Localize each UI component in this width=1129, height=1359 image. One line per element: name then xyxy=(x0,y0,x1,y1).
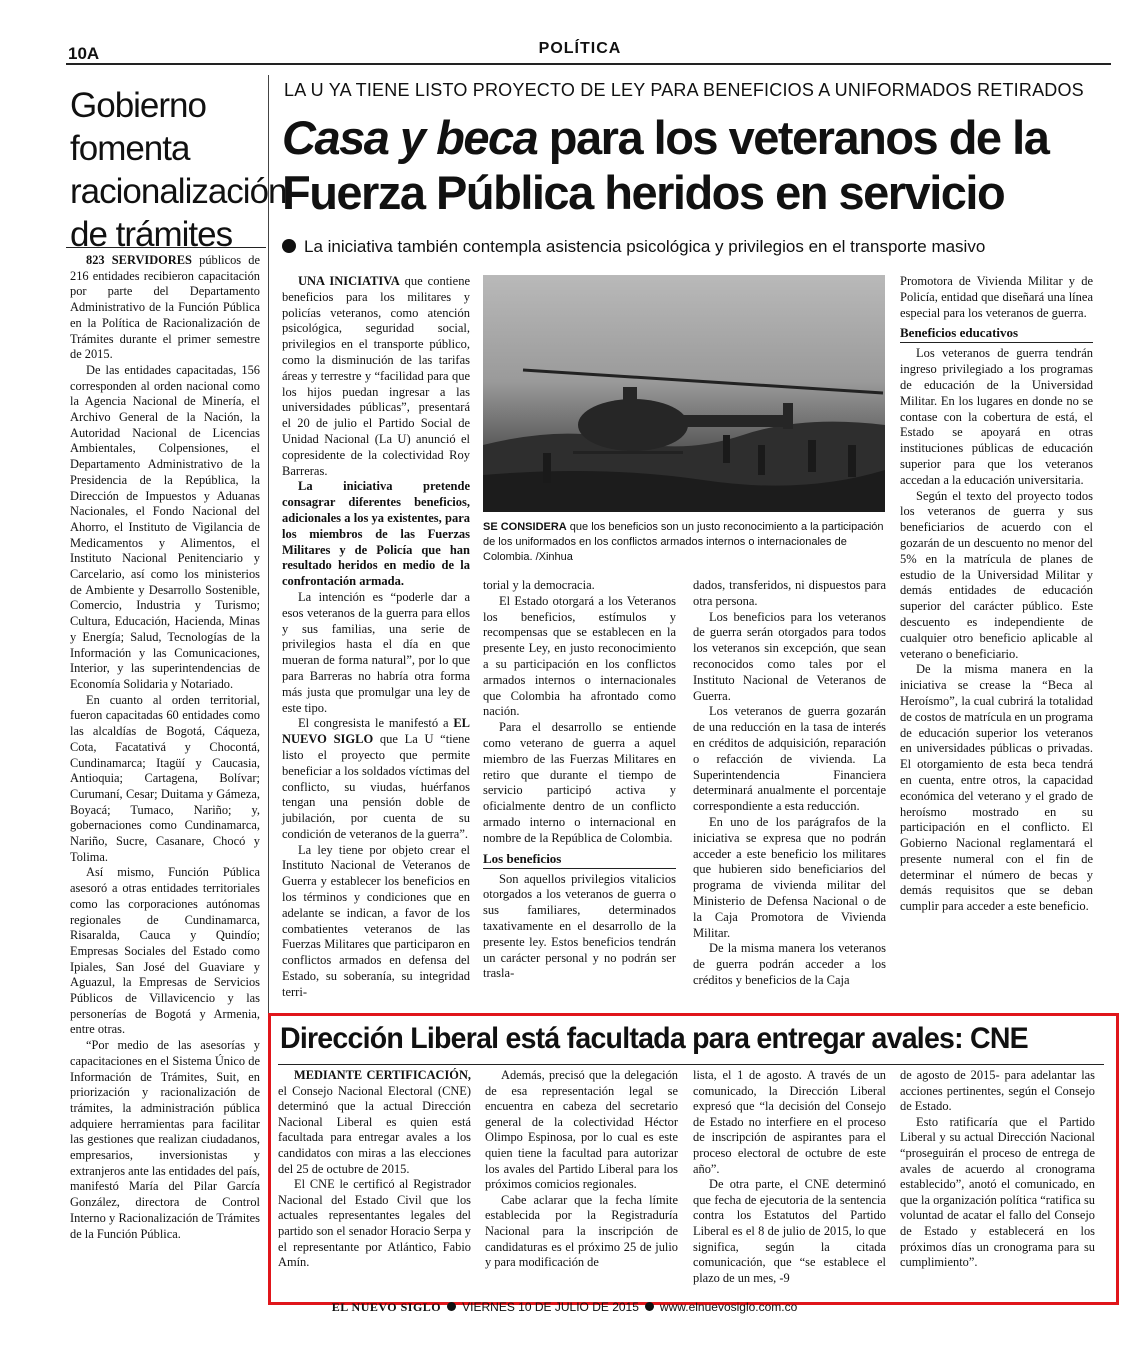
col4-p1: Los veteranos de guerra tendrán ingreso privilegiado a los programas de educación de la Universidad Militar. En los lugares en donde no se contase con la cobertura de está, el Estado se apoyará en otras instituciones públicas de educación superior para que los veteranos accedan a la educación universitaria. xyxy=(900,346,1093,487)
column-divider xyxy=(268,75,269,1013)
subhead-beneficios-educativos: Beneficios educativos xyxy=(900,325,1093,343)
sidebar-p3: En cuanto al orden territorial, fueron capacitadas 60 entidades como las alcaldías de Bogotá, Cáqueza, Cota, Facatativá y Chocontá, Cundinamarca; Itagüí y Caucasia, Antioquia; Cartagena, Bolívar; Curumaní, Cesar; Duitama y Gámeza, Boyacá; Tumaco, Nariño; y, gobernaciones como Cundinamarca, Nariño, Sucre, Casanare, Chocó y Tolima. xyxy=(70,692,260,864)
col1-p1: que contiene beneficios para los militares y policías veteranos, como atención psicológica, seguridad social, privilegios en el transporte público, como la disminución de las tarifas áreas y terrestre y “facilidad para que los hijos puedan ingresar a las universidades públicas”, presentará el 20 de julio el Partido Social de Unidad Nacional (La U) anunció el copresidente de la colectividad Roy Barreras. xyxy=(282,274,470,478)
cne-col-3 xyxy=(693,1068,886,1286)
bullet-icon xyxy=(282,239,296,253)
cne-c3-p1: De otra parte, el CNE determinó que fecha de ejecutoria de la sentencia contra los Estatutos del Partido Liberal es el 8 de julio de 2015, lo que significa, según la citada comunicación, que “se establece el plazo de un mes, -9 xyxy=(693,1177,886,1285)
main-kicker: LA U YA TIENE LISTO PROYECTO DE LEY PARA BENEFICIOS A UNIFORMADOS RETIRADOS xyxy=(284,80,1084,100)
page-number: 10A xyxy=(68,44,100,63)
section-label: POLÍTICA xyxy=(538,40,622,57)
sidebar-headline: Gobierno fomenta racionalización de trámites xyxy=(70,86,287,254)
cne-c2-p1: Además, precisó que la delegación de esa representación legal se encuentra en cabeza del secretario general de la colectividad Héctor Olimpo Espinosa, por lo cual es este quien tiene la facultad para autorizar los avales del Partido Liberal para los próximos comicios regionales. xyxy=(485,1068,678,1192)
main-headline xyxy=(282,110,1112,220)
cne-c2-p2: Cabe aclarar que la fecha límite establecida por la Registraduría Nacional para la inscripción de candidaturas es el próximo 25 de julio y para modificación de xyxy=(485,1192,678,1270)
col3-p3: En uno de los parágrafos de la iniciativa se expresa que no podrán acceder a este beneficio los militares que hubieren sido beneficiarios del programa de vivienda militar del Ministerio de Defensa Nacional o de la Caja Promotora de Vivienda Militar. xyxy=(693,814,886,940)
col3-p0: dados, transferidos, ni dispuestos para otra persona. xyxy=(693,578,886,608)
col2-p3: Son aquellos privilegios vitalicios otorgados a los veteranos de guerra o sus familiares, determinados taxativamente en el desarrollo de la presente ley. Estos beneficios tendrán un carácter personal y no podrán ser trasla- xyxy=(483,871,676,981)
cne-headline: Dirección Liberal está facultada para entregar avales: CNE xyxy=(280,1022,1028,1055)
headline-rest: para los veteranos de la Fuerza Pública heridos en servicio xyxy=(282,111,1049,219)
cne-c1-p1: el Consejo Nacional Electoral (CNE) determinó que la actual Dirección Nacional Liberal es quien está facultada para entregar avales a los candidatos con miras a las elecciones del 25 de octubre de 2015. xyxy=(278,1083,471,1176)
col3-p1: Los beneficios para los veteranos de guerra serán otorgados para todos los veteranos sin excepción, que sean reconocidos como tales por el Instituto Nacional de Veteranos de Guerra. xyxy=(693,609,886,703)
sidebar-p4: Así mismo, Función Pública asesoró a otras entidades territoriales como las corporaciones autónomas regionales de Cundinamarca, Risaralda, Cauca y Quindío; Empresas Sociales del Estado como Ipiales, San José del Guaviare y Aguazul, la Empresas de Servicios Públicos de Villavicencio y las personerías de Bogotá y Armenia, entre otras. xyxy=(70,865,260,1037)
cne-col-4 xyxy=(900,1068,1095,1271)
cne-col-1 xyxy=(278,1068,471,1271)
main-deck xyxy=(282,237,1112,257)
sidebar-p1: públicos de 216 entidades recibieron capacitación por parte del Departamento Administrativo de la Función Pública en la Política de Racionalización de Trámites durante el primer semestre de 2015. xyxy=(70,253,260,362)
sidebar-lead: 823 SERVIDORES xyxy=(86,253,192,267)
cne-c4-p1: Esto ratificaría que el Partido Liberal y su actual Dirección Nacional “proseguirán el proceso de entrega de avales de acuerdo al cronograma establecido”, anotó el comunicado, en que la organización política “ratifica su voluntad de acatar el fallo del Consejo de Estado y establecerá en los próximos días un cronograma para su cumplimiento”. xyxy=(900,1114,1095,1270)
page-footer xyxy=(0,1300,1129,1315)
cne-col-2 xyxy=(485,1068,678,1271)
cne-c3-p0: lista, el 1 de agosto. A través de un comunicado, la Dirección Liberal expresó que “la decisión del Consejo de Estado no interfiere en el proceso de inscripción de aspirantes para el proceso electoral de octubre de este año”. xyxy=(693,1068,886,1176)
main-col-4 xyxy=(900,274,1093,915)
main-col-3 xyxy=(693,578,886,989)
footer-date: VIERNES 10 DE JULIO DE 2015 xyxy=(462,1300,639,1314)
dot-icon xyxy=(447,1302,456,1311)
main-col-1 xyxy=(282,274,470,1001)
cne-c1-p2: El CNE le certificó al Registrador Nacional del Estado Civil que los actuales representantes legales del partido son el senador Horacio Serpa y el representante por Atlántico, Fabio Amín. xyxy=(278,1177,471,1270)
cne-lead: MEDIANTE CERTIFICACIÓN, xyxy=(294,1068,471,1082)
sidebar-p5: “Por medio de las asesorías y capacitaciones en el Sistema Único de Información de Trámites, Suit, en priorización y racionalización de trámites, la administración pública adquiere herramientas para facilitar las gestiones que realizan ciudadanos, empresarios, inversionistas y extranjeros ante las entidades del país, manifestó María del Pilar García González, directora de Control Interno y Racionalización de Trámites de la Función Pública. xyxy=(70,1038,260,1241)
col2-p2: Para el desarrollo se entiende como veterano de guerra a aquel miembro de las Fuerzas Militares en retiro que durante el tiempo de servicio participó activa y oficialmente dentro de un conflicto armado interno o internacional en nombre de la República de Colombia. xyxy=(483,720,676,845)
footer-url: www.elnuevosiglo.com.co xyxy=(659,1300,798,1314)
paper-name: EL NUEVO SIGLO xyxy=(282,716,470,747)
col1-lead: UNA INICIATIVA xyxy=(298,274,400,288)
deck-text: La iniciativa también contempla asistencia psicológica y privilegios en el transporte masivo xyxy=(304,237,986,256)
subhead-los-beneficios: Los beneficios xyxy=(483,851,676,869)
col3-p2: Los veteranos de guerra gozarán de una reducción en la tasa de interés en créditos de adquisición, reparación o refacción de vivienda. La Superintendencia Financiera determinará anualmente el porcentaje correspondiente a esta reducción. xyxy=(693,704,886,814)
col2-p1: El Estado otorgará a los Veteranos los beneficios, estímulos y recompensas que se establecen en la presente Ley, en justo reconocimiento a su participación en los conflictos armados internos o internacionales que Colombia ha afrontado como nación. xyxy=(483,593,676,719)
col4-p0: Promotora de Vivienda Militar y de Policía, entidad que diseñará una línea especial para los veteranos de guerra. xyxy=(900,274,1093,320)
helicopter-image xyxy=(483,275,885,512)
col3-p4: De la misma manera los veteranos de guerra podrán acceder a los créditos y beneficios de la Caja xyxy=(693,941,886,987)
col1-p2: La iniciativa pretende consagrar diferentes beneficios, adicionales a los ya existentes, para los miembros de las Fuerzas Militares y de Policía que han resultado heridos en medio de la confrontación armada. xyxy=(282,479,470,589)
col2-p0: torial y la democracia. xyxy=(483,578,595,592)
dot-icon xyxy=(645,1302,654,1311)
photo-caption xyxy=(483,520,885,565)
caption-text: que los beneficios son un justo reconocimiento a la participación de los uniformados en los conflictos armados internos o internacionales de Colombia. /Xinhua xyxy=(483,521,884,563)
col4-p2: Según el texto del proyecto todos los veteranos de guerra y sus beneficiarios de acuerdo con el gozarán de un descuento no menor del 5% en la matrícula de planes de estudio de la Universidad Militar y demás entidades de educación superior del carácter público. Este descuento es independiente de cualquier otro beneficio aplicable al veterano o beneficiario. xyxy=(900,488,1093,661)
sidebar-rule xyxy=(66,247,266,248)
col1-p4a: El congresista le manifestó a xyxy=(298,716,454,731)
sidebar-p2: De las entidades capacitadas, 156 corresponden al orden nacional como la Agencia Nacional de Minería, el Archivo General de la Nación, la Autoridad Nacional de Licencias Ambientales, Colpensiones, el Departamento Administrativo de la Presidencia de la República, la Dirección de Impuestos y Aduanas Nacionales, el Fondo Nacional del Ahorro, el Instituto de Vigilancia de Medicamentos y Alimentos, el Instituto Nacional Penitenciario y Carcelario, así como los ministerios de Ambiente y Desarrollo Sostenible, Comercio, Industria y Turismo; Cultura, Educación, Hacienda, Minas y Energía; Salud, Tecnologías de la Información y las Comunicaciones, Interior, y las superintendencias de Economía Solidaria y Notariado. xyxy=(70,362,260,691)
sidebar-body xyxy=(70,253,260,1242)
col1-p4c: que La U “tiene listo el proyecto que permite beneficiar a los soldados víctimas del conflicto, su viudas, huérfanos tengan una pensión doble de jubilación, por cuenta de su condición de veteranos de la guerra”. xyxy=(282,732,470,841)
caption-lead: SE CONSIDERA xyxy=(483,521,567,533)
main-col-2 xyxy=(483,578,676,982)
col1-p3: La intención es “poderle dar a esos veteranos de la guerra para ellos y sus familias, una serie de privilegios hasta el día en que mueran de forma natural”, por lo que para Barreras no habría otra forma más justa que promulgar una ley de este tipo. xyxy=(282,589,470,715)
cne-c4-p0: de agosto de 2015- para adelantar las acciones pertinentes, según el Consejo de Estado. xyxy=(900,1068,1095,1114)
cne-rule xyxy=(278,1064,1104,1065)
top-rule xyxy=(66,63,1111,65)
headline-italic: Casa y beca xyxy=(282,111,538,164)
footer-brand: EL NUEVO SIGLO xyxy=(331,1300,442,1314)
col1-p5: La ley tiene por objeto crear el Instituto Nacional de Veteranos de Guerra y establecer los beneficios en los términos y condiciones que en adelante se indican, a favor de los combatientes veteranos de las Fuerzas Militares que participaron en conflictos armados en defensa del Estado, su soberanía, su integridad terri- xyxy=(282,842,470,999)
helicopter-photo xyxy=(483,275,885,512)
col4-p3: De la misma manera en la iniciativa se crease la “Beca al Heroísmo”, la cual cubrirá la totalidad de costos de matrícula en un programa de educación superior los veteranos en universidades públicas o privadas. El otorgamiento de esta beca tendrá en cuenta, entre otros, la capacidad económica del veterano y el grado de heroísmo mostrado en su participación en el conflicto. El Gobierno Nacional reglamentará el presente numeral con el fin de determinar el número de becas y demás requisitos que se deban cumplir para acceder a este beneficio. xyxy=(900,662,1093,914)
